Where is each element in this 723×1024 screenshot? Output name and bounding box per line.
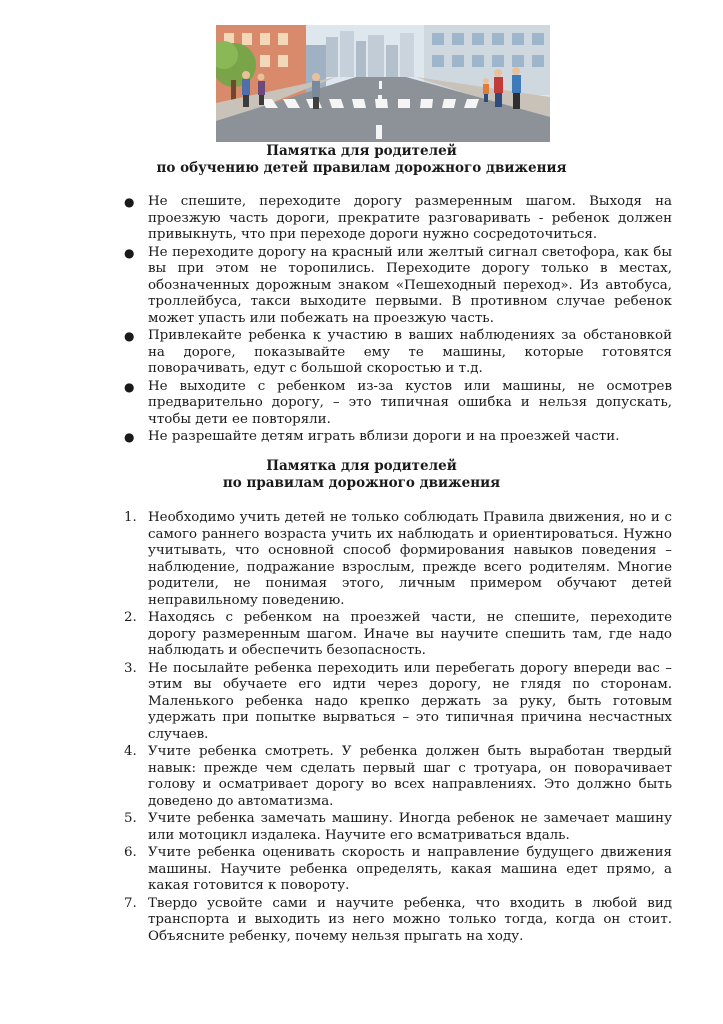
street-crossing-illustration: [216, 25, 550, 142]
list-item: [124, 811, 672, 844]
list-item: [124, 661, 672, 744]
item-number: 5.: [124, 811, 137, 826]
section2-title-line1: Памятка для родителей: [266, 458, 457, 474]
list-item-text: Не посылайте ребенка переходить или перебегать дорогу впереди вас – этим вы обучаете его идти через дорогу, не глядя по сторонам. Маленького ребенка надо крепко держать за руку, быть готовым удержать при попытке вырваться – это типичная причина несчастных случаев.: [148, 660, 672, 742]
item-number: 4.: [124, 744, 137, 759]
section1-title-line2: по обучению детей правилам дорожного движения: [156, 160, 567, 176]
bullet-icon: ●: [124, 245, 135, 260]
bullet-icon: ●: [124, 195, 135, 209]
list-item-text: Необходимо учить детей не только соблюдать Правила движения, но и с самого раннего возраста учить их наблюдать и ориентироваться. Нужно учитывать, что основной способ формирования навыков поведения – наблюдение, подражание взрослым, прежде всего родителям. Многие родители, не понимая этого, личным примером обучают детей неправильному поведению.: [148, 510, 672, 608]
list-item-text: Не выходите с ребенком из-за кустов или машины, не осмотрев предварительно дорогу, – это типичная ошибка и нельзя допускать, чтобы дети ее повторяли.: [148, 378, 672, 427]
list-item-text: Учите ребенка замечать машину. Иногда ребенок не замечает машину или мотоцикл издалека. Научите его всматриваться вдаль.: [148, 811, 672, 843]
section1-bullet-list: [124, 194, 672, 447]
item-number: 1.: [124, 510, 137, 525]
list-item: [124, 328, 672, 378]
list-item: [124, 610, 672, 660]
item-number: 3.: [124, 660, 137, 676]
item-number: 7.: [124, 895, 137, 911]
list-item: [124, 379, 672, 429]
section2-title-line2: по правилам дорожного движения: [222, 475, 501, 491]
list-item-text: Твердо усвойте сами и научите ребенка, что входить в любой вид транспорта и выходить из него можно только тогда, когда он стоит. Объясните ребенку, почему нельзя прыгать на ходу.: [148, 895, 672, 944]
list-item-text: Не переходите дорогу на красный или желтый сигнал светофора, как бы вы при этом не торопились. Переходите дорогу только в местах, обозначенных дорожным знаком «Пешеходный переход». Из автобуса, троллейбуса, такси выходите первыми. В противном случае ребенок может упасть или побежать на проезжую часть.: [148, 244, 672, 326]
list-item-text: Не разрешайте детям играть вблизи дороги и на проезжей части.: [148, 429, 620, 444]
bullet-icon: ●: [124, 379, 135, 394]
list-item: [124, 245, 672, 328]
bullet-icon: ●: [124, 430, 135, 444]
list-item: [124, 429, 672, 446]
section2-heading: [0, 458, 723, 492]
list-item: [124, 845, 672, 895]
section1-title-line1: Памятка для родителей: [266, 143, 457, 159]
list-item-text: Учите ребенка оценивать скорость и направление будущего движения машины. Научите ребенка определять, какая машина едет прямо, а какая готовится к повороту.: [148, 845, 672, 893]
section1-heading: [0, 143, 723, 177]
list-item: [124, 194, 672, 244]
list-item: [124, 744, 672, 810]
list-item-text: Находясь с ребенком на проезжей части, не спешите, переходите дорогу размеренным шагом. Иначе вы научите спешить там, где надо наблюдать и обеспечить безопасность.: [148, 610, 672, 658]
list-item: [124, 510, 672, 609]
list-item-text: Привлекайте ребенка к участию в ваших наблюдениях за обстановкой на дороге, показывайте ему те машины, которые готовятся поворачивать, едут с большой скоростью и т.д.: [148, 328, 672, 376]
list-item-text: Учите ребенка смотреть. У ребенка должен быть выработан твердый навык: прежде чем сделать первый шаг с тротуара, он поворачивает голову и осматривает дорогу во всех направлениях. Это должно быть доведено до автоматизма.: [148, 744, 672, 809]
section2-numbered-list: [124, 510, 672, 946]
item-number: 6.: [124, 845, 137, 860]
list-item: [124, 896, 672, 946]
list-item-text: Не спешите, переходите дорогу размеренным шагом. Выходя на проезжую часть дороги, прекратите разговаривать - ребенок должен привыкнуть, что при переходе дороги нужно сосредоточиться.: [148, 194, 672, 242]
bullet-icon: ●: [124, 329, 135, 343]
item-number: 2.: [124, 610, 137, 625]
